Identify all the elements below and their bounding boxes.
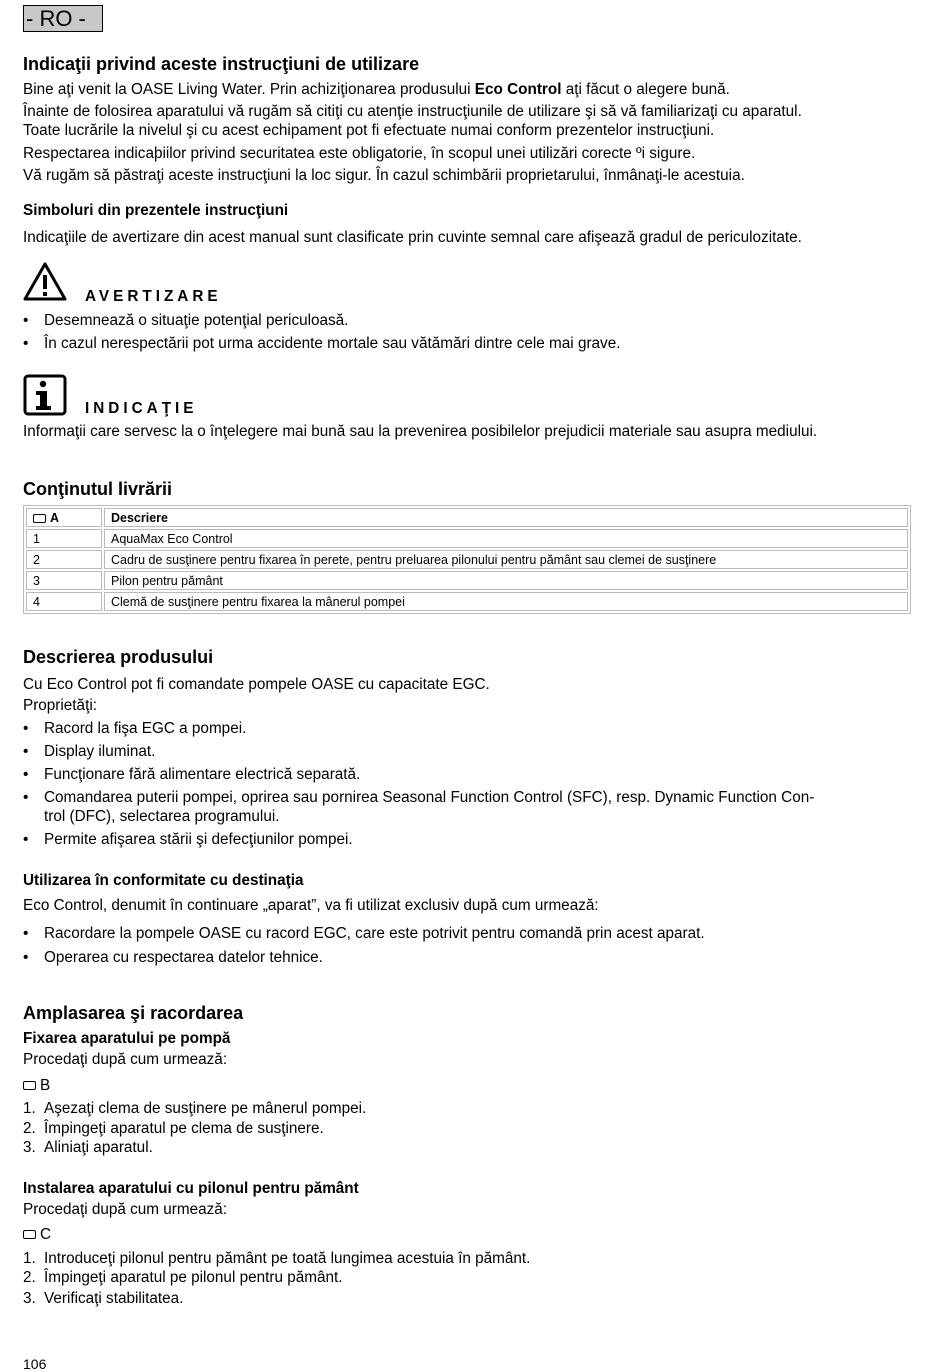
table-row: 2 Cadru de susţinere pentru fixarea în perete, pentru preluarea pilonului pentru pământ sau clemei de susţinere [26, 550, 908, 569]
symbols-text: Indicaţiile de avertizare din acest manual sunt clasificate prin cuvinte semnal care afişează gradul de periculozitate. [23, 229, 802, 246]
product-name: Eco Control [474, 81, 562, 98]
intro-title: Indicaţii privind aceste instrucţiuni de utilizare [23, 54, 420, 74]
install-title: Amplasarea şi racordarea [23, 1003, 244, 1023]
intro-line-1: Bine aţi venit la OASE Living Water. Prin achiziţionarea produsului Eco Control aţi făcut o alegere bună. [23, 81, 730, 98]
list-item-continuation: trol (DFC), selectarea programului. [44, 808, 280, 825]
table-row: 4 Clemă de susţinere pentru fixarea la mânerul pompei [26, 592, 908, 611]
pump-mount-intro: Procedaţi după cum urmează: [23, 1051, 228, 1068]
figure-ref-b: B [23, 1077, 50, 1095]
usage-intro: Eco Control, denumit în continuare „aparat”, va fi utilizat exclusiv după cum urmează: [23, 897, 599, 914]
figure-box-icon [23, 1230, 36, 1239]
table-header-description: Descriere [104, 508, 908, 527]
table-row: 1 AquaMax Eco Control [26, 529, 908, 548]
note-text: Informaţii care servesc la o înţelegere mai bună sau la prevenirea posibilelor prejudicii materiale sau asupra mediului. [23, 423, 818, 440]
delivery-title: Conţinutul livrării [23, 479, 173, 499]
table-header-row [26, 508, 908, 527]
intro-line-2: Înainte de folosirea aparatului vă rugăm să citiţi cu atenţie instrucţiunile de utilizare şi să vă familiarizaţi cu aparatul. [23, 103, 802, 120]
usage-title: Utilizarea în conformitate cu destinaţia [23, 872, 304, 889]
product-intro: Cu Eco Control pot fi comandate pompele OASE cu capacitate EGC. [23, 676, 490, 693]
warning-label: AVERTIZARE [85, 288, 222, 305]
language-tab: - RO - [23, 5, 103, 32]
intro-line-5: Vă rugăm să păstraţi aceste instrucţiuni la loc sigur. În cazul schimbării proprietarului, înmânaţi-le acestuia. [23, 167, 745, 184]
pump-mount-title: Fixarea aparatului pe pompă [23, 1030, 231, 1047]
table-row: 3 Pilon pentru pământ [26, 571, 908, 590]
figure-box-icon [23, 1081, 36, 1090]
stake-install-title: Instalarea aparatului cu pilonul pentru pământ [23, 1180, 359, 1197]
figure-ref-c: C [23, 1226, 51, 1244]
intro-line-3: Toate lucrările la nivelul şi cu acest echipament pot fi efectuate numai conform prezentelor instrucţiuni. [23, 122, 715, 139]
symbols-title: Simboluri din prezentele instrucţiuni [23, 202, 289, 219]
stake-install-intro: Procedaţi după cum urmează: [23, 1201, 228, 1218]
warning-triangle-icon [23, 262, 67, 302]
note-label: INDICAŢIE [85, 400, 198, 417]
info-icon [23, 374, 67, 416]
product-props-label: Proprietăţi: [23, 697, 97, 714]
figure-box-icon [33, 514, 46, 523]
page-number: 106 [23, 1356, 47, 1372]
intro-line-4: Respectarea indicaþiilor privind securitatea este obligatorie, în scopul unei utilizări corecte ºi sigure. [23, 145, 696, 162]
table-header-fig: A [26, 508, 102, 527]
delivery-table [23, 505, 911, 614]
product-title: Descrierea produsului [23, 647, 214, 667]
